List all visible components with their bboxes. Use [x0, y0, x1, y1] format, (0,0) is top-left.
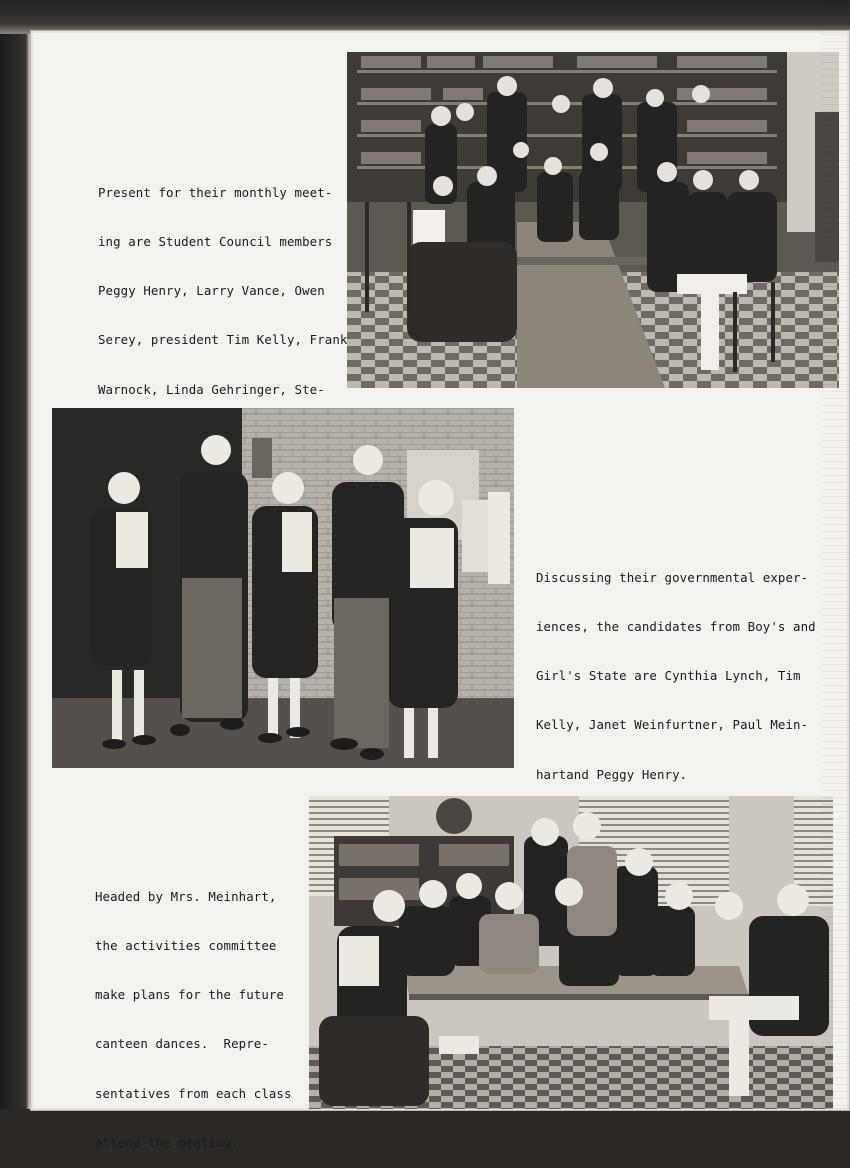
caption-line: canteen dances. Repre- — [95, 1036, 269, 1052]
caption-line: iences, the candidates from Boy's and — [536, 619, 816, 635]
caption-line: hartand Peggy Henry. — [536, 766, 688, 782]
caption-line: Headed by Mrs. Meinhart, — [95, 888, 277, 904]
photo-student-council-library — [347, 52, 839, 388]
caption-line: Peggy Henry, Larry Vance, Owen — [98, 283, 325, 299]
caption-line: Warnock, Linda Gehringer, Ste- — [98, 381, 325, 397]
caption-boys-girls-state — [536, 537, 816, 800]
caption-line: attend the meeting. — [95, 1134, 239, 1150]
photo-boys-girls-state-hallway — [52, 408, 514, 768]
caption-line: the activities committee — [95, 938, 277, 954]
page-top-shadow — [0, 0, 850, 34]
caption-line: Present for their monthly meet- — [98, 184, 333, 200]
photo-activities-committee — [309, 796, 833, 1109]
caption-line: Serey, president Tim Kelly, Frank — [98, 332, 348, 348]
caption-line: ing are Student Council members — [98, 234, 333, 250]
caption-line: Kelly, Janet Weinfurtner, Paul Mein- — [536, 717, 809, 733]
caption-activities-committee — [95, 856, 292, 1168]
caption-line: sentatives from each class — [95, 1085, 292, 1101]
page-edge-texture — [822, 0, 850, 1109]
caption-line: Girl's State are Cynthia Lynch, Tim — [536, 668, 801, 684]
caption-line: Discussing their governmental exper- — [536, 569, 809, 585]
caption-line: make plans for the future — [95, 987, 284, 1003]
